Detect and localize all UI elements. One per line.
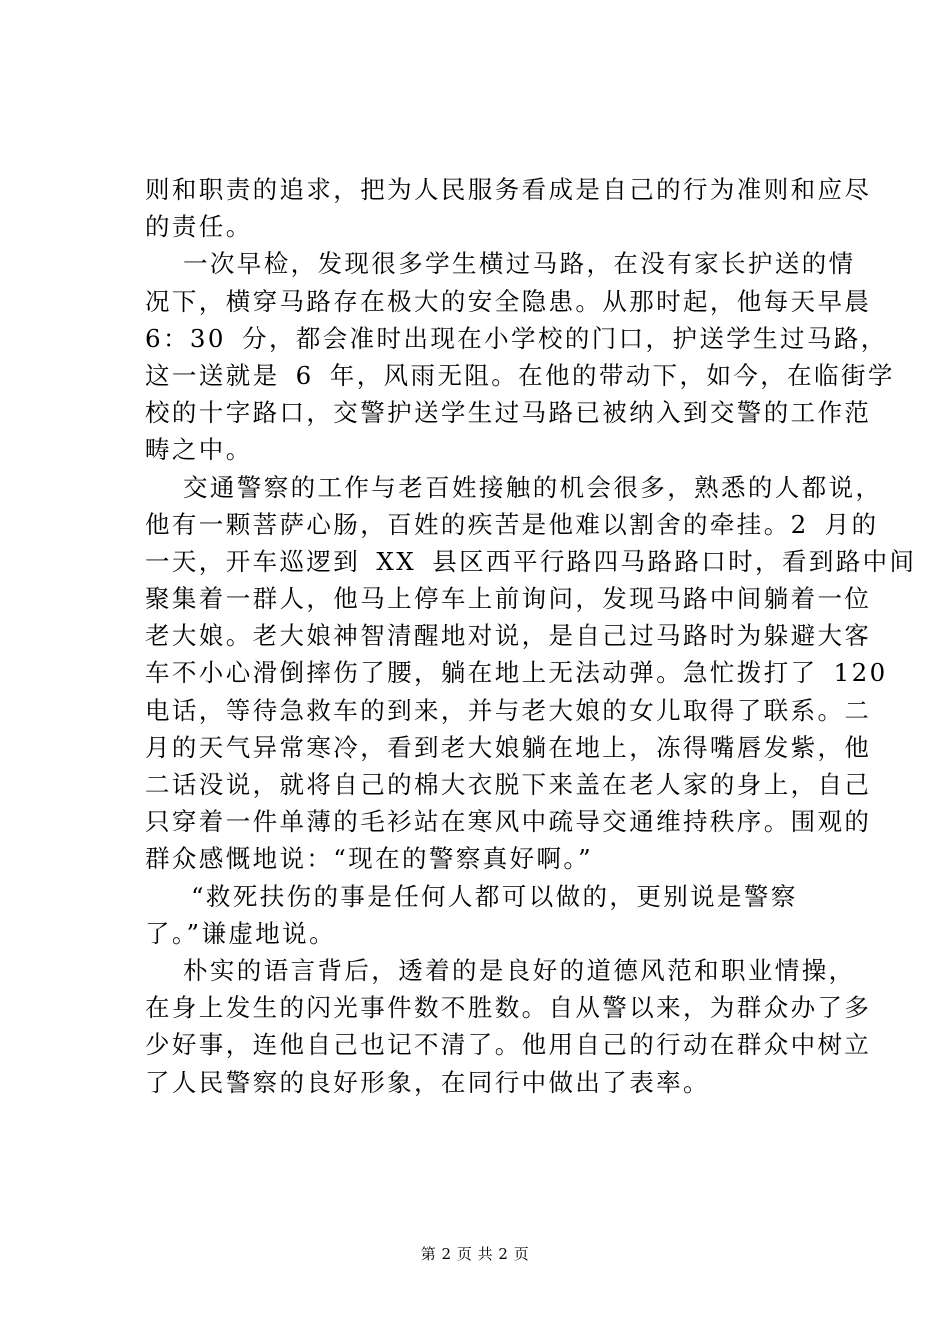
text-line: 只穿着一件单薄的毛衫站在寒风中疏导交通维持秩序。围观的 [145, 807, 872, 837]
text-line: 聚集着一群人，他马上停车上前询问，发现马路中间躺着一位 [145, 584, 872, 614]
text-line: 这一送就是 6 年，风雨无阻。在他的带动下，如今，在临街学 [145, 360, 895, 390]
text-line: 在身上发生的闪光事件数不胜数。自从警以来，为群众办了多 [145, 993, 872, 1023]
text-line: “救死扶伤的事是任何人都可以做的，更别说是警察 [191, 881, 798, 911]
text-line: 少好事，连他自己也记不清了。他用自己的行动在群众中树立 [145, 1030, 872, 1060]
text-line: 群众感慨地说：“现在的警察真好啊。” [145, 844, 593, 874]
text-line: 一次早检，发现很多学生横过马路，在没有家长护送的情 [183, 249, 856, 279]
page-footer: 第 2 页 共 2 页 [420, 1245, 530, 1263]
text-line: 了。”谦虚地说。 [145, 918, 336, 948]
document-body [145, 171, 917, 1101]
text-line: 老大娘。老大娘神智清醒地对说，是自己过马路时为躲避大客 [145, 621, 872, 651]
text-line: 车不小心滑倒摔伤了腰，躺在地上无法动弹。急忙拨打了 120 [145, 658, 888, 688]
text-line: 电话，等待急救车的到来，并与老大娘的女儿取得了联系。二 [145, 695, 872, 725]
text-line: 二话没说，就将自己的棉大衣脱下来盖在老人家的身上，自己 [145, 770, 872, 799]
text-line: 他有一颗菩萨心肠，百姓的疾苦是他难以割舍的牵挂。2 月的 [145, 509, 879, 539]
text-line: 一天，开车巡逻到 XX 县区西平行路四马路路口时，看到路中间 [145, 546, 917, 576]
text-line: 况下，横穿马路存在极大的安全隐患。从那时起，他每天早晨 [145, 286, 872, 316]
text-line: 畴之中。 [145, 435, 253, 465]
text-line: 的责任。 [145, 212, 253, 242]
text-line: 朴实的语言背后，透着的是良好的道德风范和职业情操， [183, 955, 856, 985]
text-line: 月的天气异常寒冷，看到老大娘躺在地上，冻得嘴唇发紫，他 [145, 732, 872, 762]
text-line: 6：30 分，都会准时出现在小学校的门口，护送学生过马路， [145, 323, 888, 353]
text-line: 校的十字路口，交警护送学生过马路已被纳入到交警的工作范 [145, 398, 872, 428]
text-line: 交通警察的工作与老百姓接触的机会很多，熟悉的人都说， [183, 472, 883, 502]
text-line: 了人民警察的良好形象，在同行中做出了表率。 [145, 1067, 710, 1097]
text-line: 则和职责的追求，把为人民服务看成是自己的行为准则和应尽 [145, 175, 872, 204]
